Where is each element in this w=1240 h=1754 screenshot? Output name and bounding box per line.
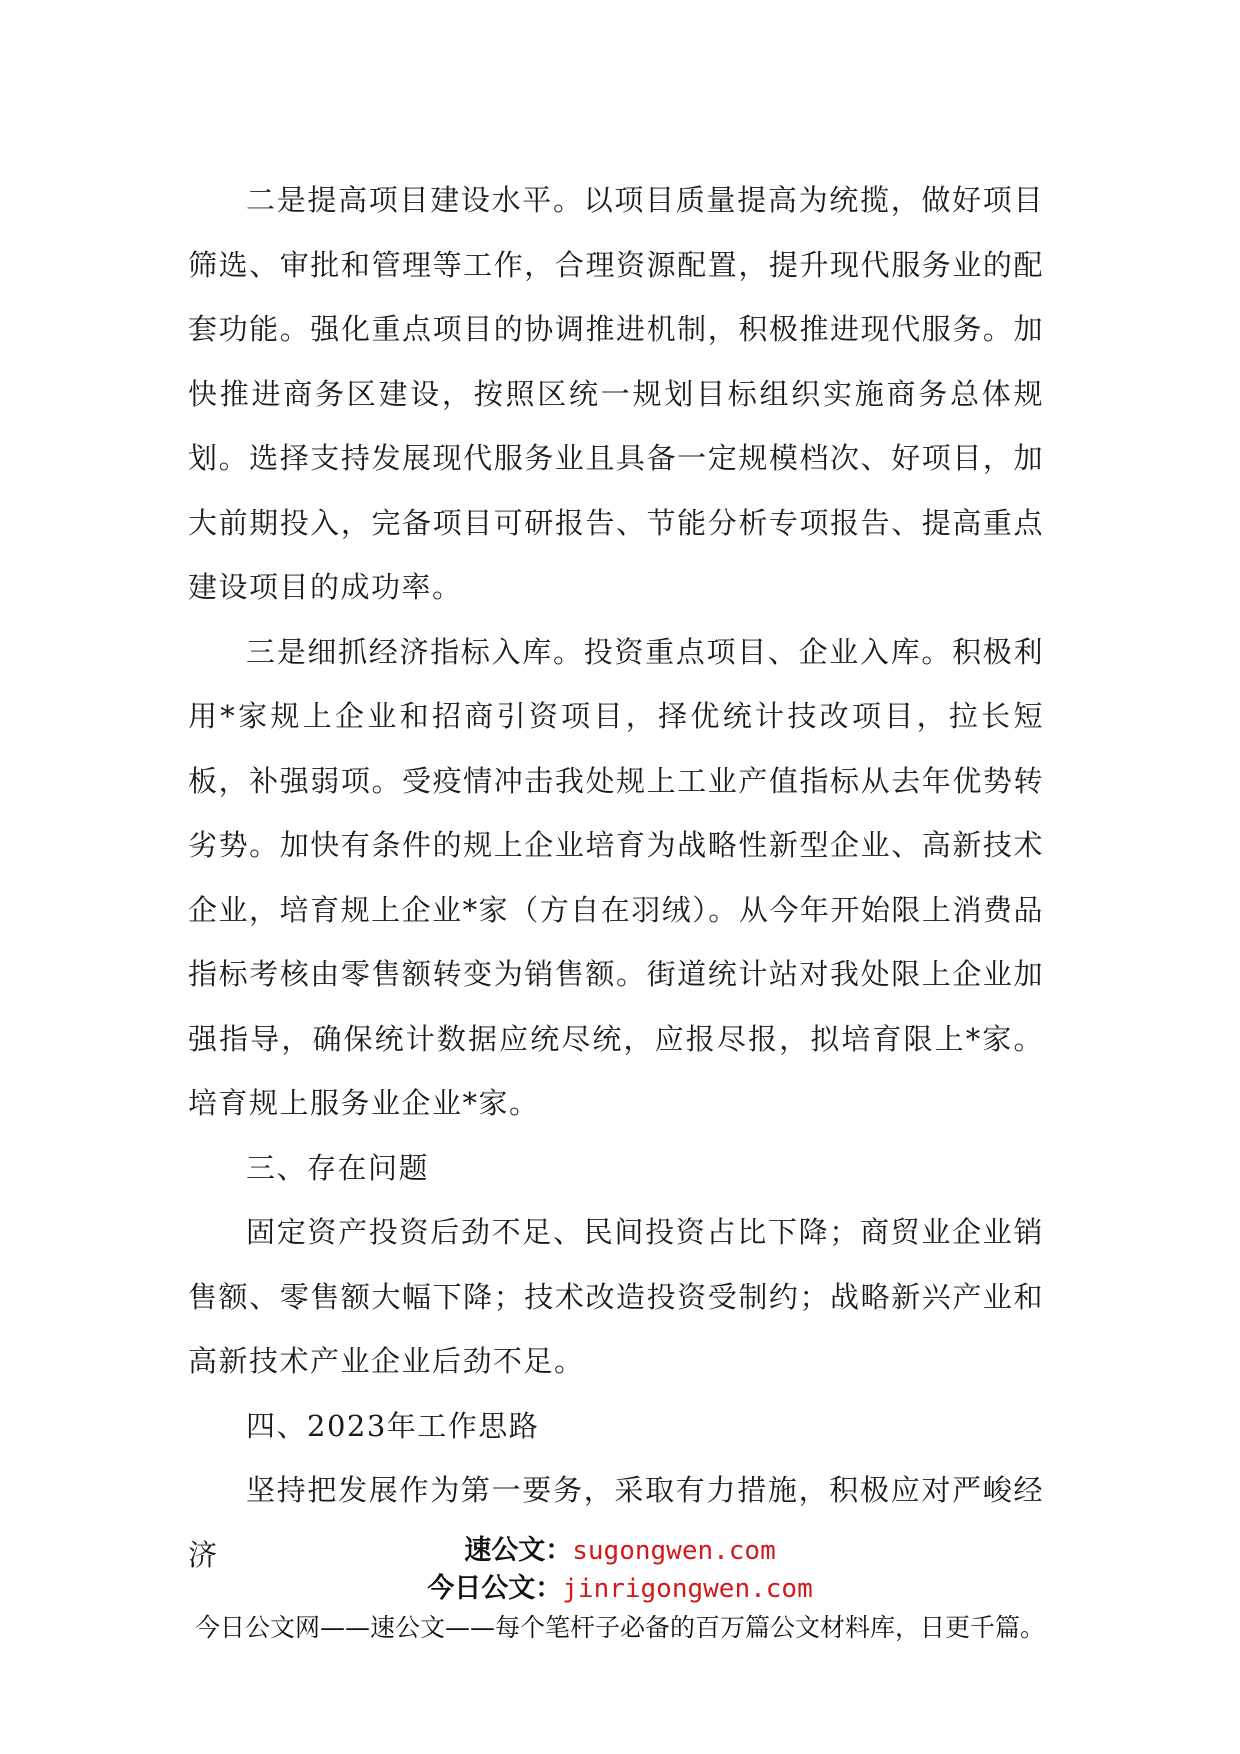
paragraph-problems: 固定资产投资后劲不足、民间投资占比下降；商贸业企业销售额、零售额大幅下降；技术改造投资受制约；战略新兴产业和高新技术产业企业后劲不足。 (188, 1215, 1044, 1378)
section-heading-work-plan: 四、2023年工作思路 (246, 1408, 540, 1443)
footer-jinrigongwen-label: 今日公文： (427, 1573, 563, 1604)
paragraph-economic-indicators: 三是细抓经济指标入库。投资重点项目、企业入库。积极利用*家规上企业和招商引资项目，择优统计技改项目，拉长短板，补强弱项。受疫情冲击我处规上工业产值指标从去年优势转劣势。加快有条件的规上企业培育为战略性新型企业、高新技术企业，培育规上企业*家（方自在羽绒）。从今年开始限上消费品指标考核由零售额转变为销售额。街道统计站对我处限上企业加强指导，确保统计数据应统尽统，应报尽报，拟培育限上*家。培育规上服务业企业*家。 (188, 634, 1044, 1120)
footer-sugongwen-line (0, 1532, 1240, 1570)
document-body (188, 168, 1044, 1587)
paragraph-work-plan: 坚持把发展作为第一要务，采取有力措施，积极应对严峻经济 (188, 1473, 1044, 1572)
footer-jinrigongwen-line (0, 1570, 1240, 1608)
footer-slogan: 今日公文网——速公文——每个笔杆子必备的百万篇公文材料库，日更千篇。 (194, 1613, 1045, 1642)
footer-sugongwen-label: 速公文： (464, 1535, 573, 1566)
footer-jinrigongwen-link[interactable]: jinrigongwen.com (562, 1574, 813, 1604)
section-heading-problems: 三、存在问题 (246, 1150, 430, 1185)
footer-sugongwen-link[interactable]: sugongwen.com (572, 1536, 776, 1566)
watermark-footer (0, 1532, 1240, 1646)
paragraph-project-construction: 二是提高项目建设水平。以项目质量提高为统揽，做好项目筛选、审批和管理等工作，合理资源配置，提升现代服务业的配套功能。强化重点项目的协调推进机制，积极推进现代服务。加快推进商务区建设，按照区统一规划目标组织实施商务总体规划。选择支持发展现代服务业且具备一定规模档次、好项目，加大前期投入，完备项目可研报告、节能分析专项报告、提高重点建设项目的成功率。 (188, 183, 1044, 604)
